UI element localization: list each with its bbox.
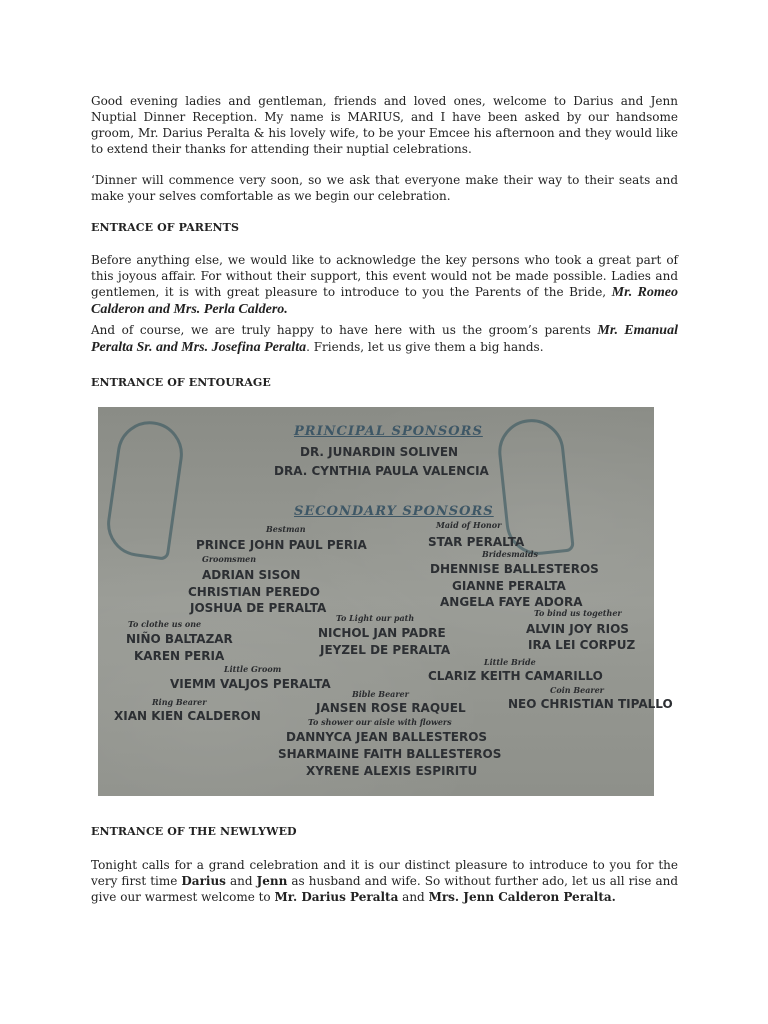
flower-girl-3: XYRENE ALEXIS ESPIRITU [306,764,478,778]
light-name-1: NICHOL JAN PADRE [318,626,446,640]
groom-parents-paragraph [91,322,678,356]
groom-first-name: Darius [181,874,226,888]
groom-parents-text: And of course, we are truly happy to have here with us the groom’s parents [91,323,598,337]
bride-full-name: Mrs. Jenn Calderon Peralta. [428,890,616,904]
bind-name-1: ALVIN JOY RIOS [526,622,629,636]
bind-label: To bind us together [534,608,622,618]
groom-parents-names: Mr. Emanual Peralta Sr. and Mrs. Josefina Peralta [91,323,678,355]
bridesmaids-label: Bridesmaids [482,549,538,559]
little-bride-name: CLARIZ KEITH CAMARILLO [428,669,603,683]
newlywed-paragraph [91,857,678,905]
light-name-2: JEYZEL DE PERALTA [320,643,451,657]
bridesmaid-3: ANGELA FAYE ADORA [440,595,583,609]
newlywed-heading: ENTRANCE OF THE NEWLYWED [91,825,297,838]
bestman-label: Bestman [266,524,306,534]
bride-parents-text: Before anything else, we would like to acknowledge the key persons who took a great part of this joyous affair. For without their support, this event would not be made possible. Ladies and gentlemen, it is with great pleasure to introduce to you the Parents of the Bride, [91,253,678,299]
ring-bearer-name: XIAN KIEN CALDERON [114,709,261,723]
principal-sponsor-1: DR. JUNARDIN SOLIVEN [300,445,459,459]
bridesmaid-2: GIANNE PERALTA [452,579,566,593]
bestman-name: PRINCE JOHN PAUL PERIA [196,538,367,552]
entourage-card-photo [98,407,673,796]
flower-girl-2: SHARMAINE FAITH BALLESTEROS [278,747,502,761]
secondary-sponsors-title: SECONDARY SPONSORS [294,504,494,519]
newlywed-text-4: and [398,890,429,904]
little-groom-name: VIEMM VALJOS PERALTA [170,677,331,691]
bible-bearer-name: JANSEN ROSE RAQUEL [316,701,466,715]
newlywed-text-1: Tonight calls for a grand celebration and it is our distinct pleasure to introduce to you for the very first time [91,858,678,888]
bind-name-2: IRA LEI CORPUZ [528,638,636,652]
clothe-name-1: NIÑO BALTAZAR [126,632,233,646]
welcome-paragraph: Good evening ladies and gentleman, friends and loved ones, welcome to Darius and Jenn Nuptial Dinner Reception. My name is MARIUS, and I have been asked by our handsome groom, Mr. Darius Peralta & his lovely wife, to be your Emcee his afternoon and they would like to extend their thanks for attending their nuptial celebrations. [91,94,678,156]
little-groom-label: Little Groom [224,664,282,674]
entourage-heading: ENTRANCE OF ENTOURAGE [91,376,271,389]
maid-label: Maid of Honor [436,520,502,530]
bride-parents-names: Mr. Romeo Calderon and Mrs. Perla Caldero. [91,285,678,317]
dinner-paragraph: ‘Dinner will commence very soon, so we ask that everyone make their way to their seats and make your selves comfortable as we begin our celebration. [91,173,678,203]
bible-bearer-label: Bible Bearer [352,689,409,699]
groomsman-2: CHRISTIAN PEREDO [188,585,320,599]
groomsmen-label: Groomsmen [202,554,257,564]
maid-name: STAR PERALTA [428,535,525,549]
clothe-name-2: KAREN PERIA [134,649,225,663]
swirl-ornament-left [103,417,187,561]
coin-bearer-label: Coin Bearer [550,685,604,695]
flower-girl-1: DANNYCA JEAN BALLESTEROS [286,730,488,744]
principal-sponsor-2: DRA. CYNTHIA PAULA VALENCIA [274,464,489,478]
coin-bearer-name: NEO CHRISTIAN TIPALLO [508,697,673,711]
groomsman-1: ADRIAN SISON [202,568,301,582]
newlywed-text-3: as husband and wife. So without further ado, let us all rise and give our warmest welcome to [91,874,679,904]
flowers-label: To shower our aisle with flowers [308,717,452,727]
groomsman-3: JOSHUA DE PERALTA [190,601,327,615]
parents-heading: ENTRACE OF PARENTS [91,221,240,234]
clothe-label: To clothe us one [128,619,202,629]
groom-parents-end: . Friends, let us give them a big hands. [306,340,544,354]
newlywed-text-2: and [225,874,257,888]
bride-first-name: Jenn [256,874,288,888]
little-bride-label: Little Bride [484,657,536,667]
groom-full-name: Mr. Darius Peralta [274,890,399,904]
ring-bearer-label: Ring Bearer [152,697,207,707]
light-label: To Light our path [336,613,415,623]
principal-sponsors-title: PRINCIPAL SPONSORS [294,424,483,439]
bride-parents-paragraph [91,252,678,318]
bridesmaid-1: DHENNISE BALLESTEROS [430,562,599,576]
